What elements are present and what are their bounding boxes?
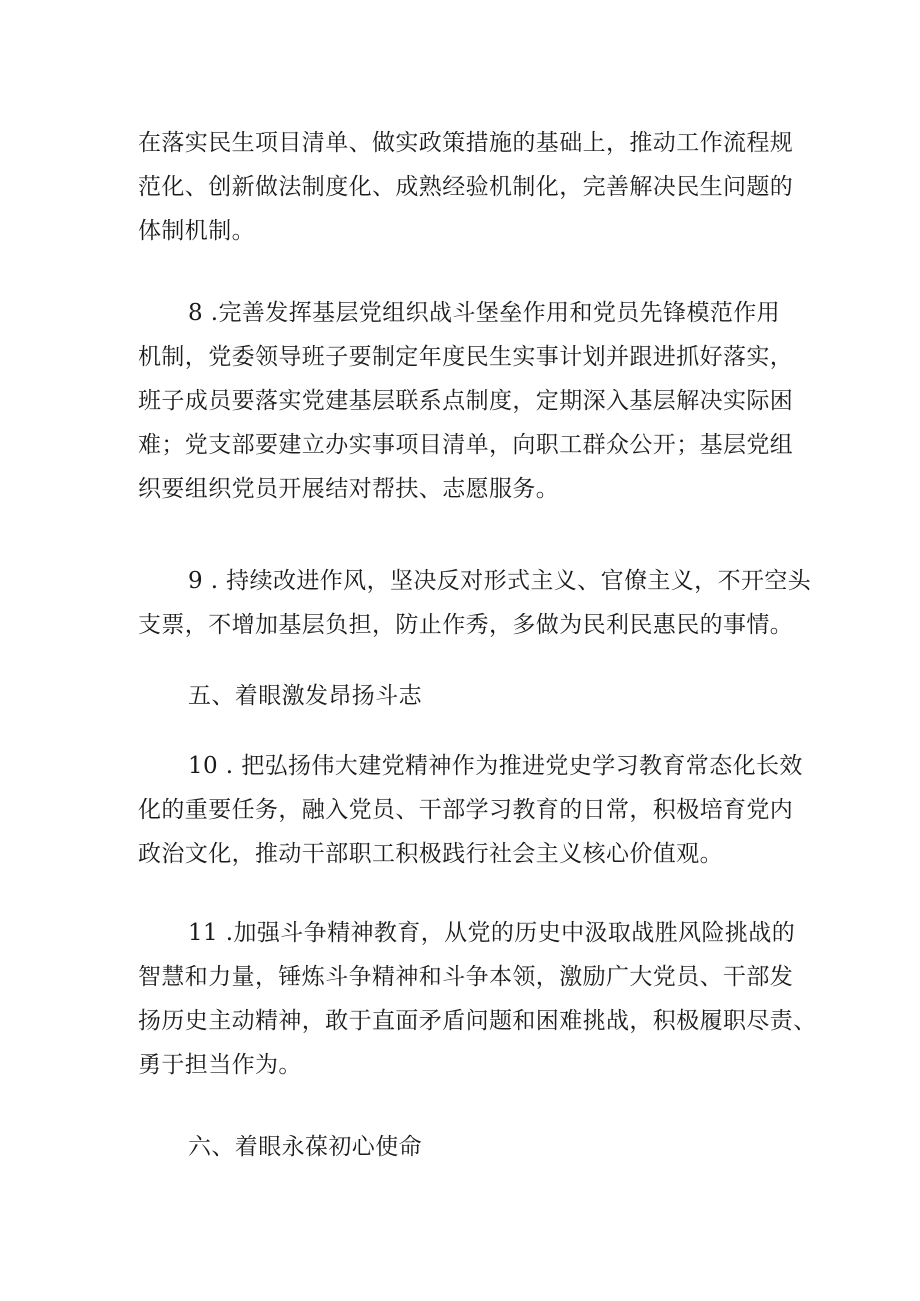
paragraph-line: 勇于担当作为。 [138, 1052, 302, 1078]
paragraph-line: 智慧和力量，锤炼斗争精神和斗争本领，激励广大党员、干部发 [138, 964, 794, 990]
paragraph-item-9 [138, 559, 810, 647]
paragraph-line: 支票，不增加基层负担，防止作秀，多做为民利民惠民的事情。 [138, 612, 794, 638]
paragraph-item-10 [138, 744, 810, 876]
paragraph-line: 机制，党委领导班子要制定年度民生实事计划并跟进抓好落实， [138, 344, 794, 370]
section-heading-5: 五、着眼激发昂扬斗志 [188, 683, 422, 709]
paragraph-line: 8 .完善发挥基层党组织战斗堡垒作用和党员先锋模范作用 [188, 300, 781, 326]
paragraph-line: 化的重要任务，融入党员、干部学习教育的日常，积极培育党内 [138, 797, 794, 823]
paragraph-line: 班子成员要落实党建基层联系点制度，定期深入基层解决实际困 [138, 388, 794, 414]
paragraph-line: 10 . 把弘扬伟大建党精神作为推进党史学习教育常态化长效 [188, 753, 803, 779]
paragraph-item-8 [138, 291, 810, 511]
paragraph-line: 范化、创新做法制度化、成熟经验机制化，完善解决民生问题的 [138, 174, 794, 200]
paragraph-line: 织要组织党员开展结对帮扶、志愿服务。 [138, 476, 560, 502]
paragraph-line: 扬历史主动精神，敢于直面矛盾问题和困难挑战，积极履职尽责、 [138, 1008, 817, 1034]
section-heading-6: 六、着眼永葆初心使命 [188, 1134, 422, 1160]
paragraph-line: 难；党支部要建立办实事项目清单，向职工群众公开；基层党组 [138, 432, 794, 458]
paragraph-line: 在落实民生项目清单、做实政策措施的基础上，推动工作流程规 [138, 130, 794, 156]
paragraph-item-11 [138, 911, 817, 1087]
paragraph-line: 体制机制。 [138, 218, 255, 244]
paragraph-line: 9 . 持续改进作风，坚决反对形式主义、官僚主义，不开空头 [188, 568, 812, 594]
paragraph-line: 政治文化，推动干部职工积极践行社会主义核心价值观。 [138, 841, 723, 867]
paragraph-line: 11 .加强斗争精神教育，从党的历史中汲取战胜风险挑战的 [188, 920, 796, 946]
paragraph-intro [138, 121, 810, 253]
